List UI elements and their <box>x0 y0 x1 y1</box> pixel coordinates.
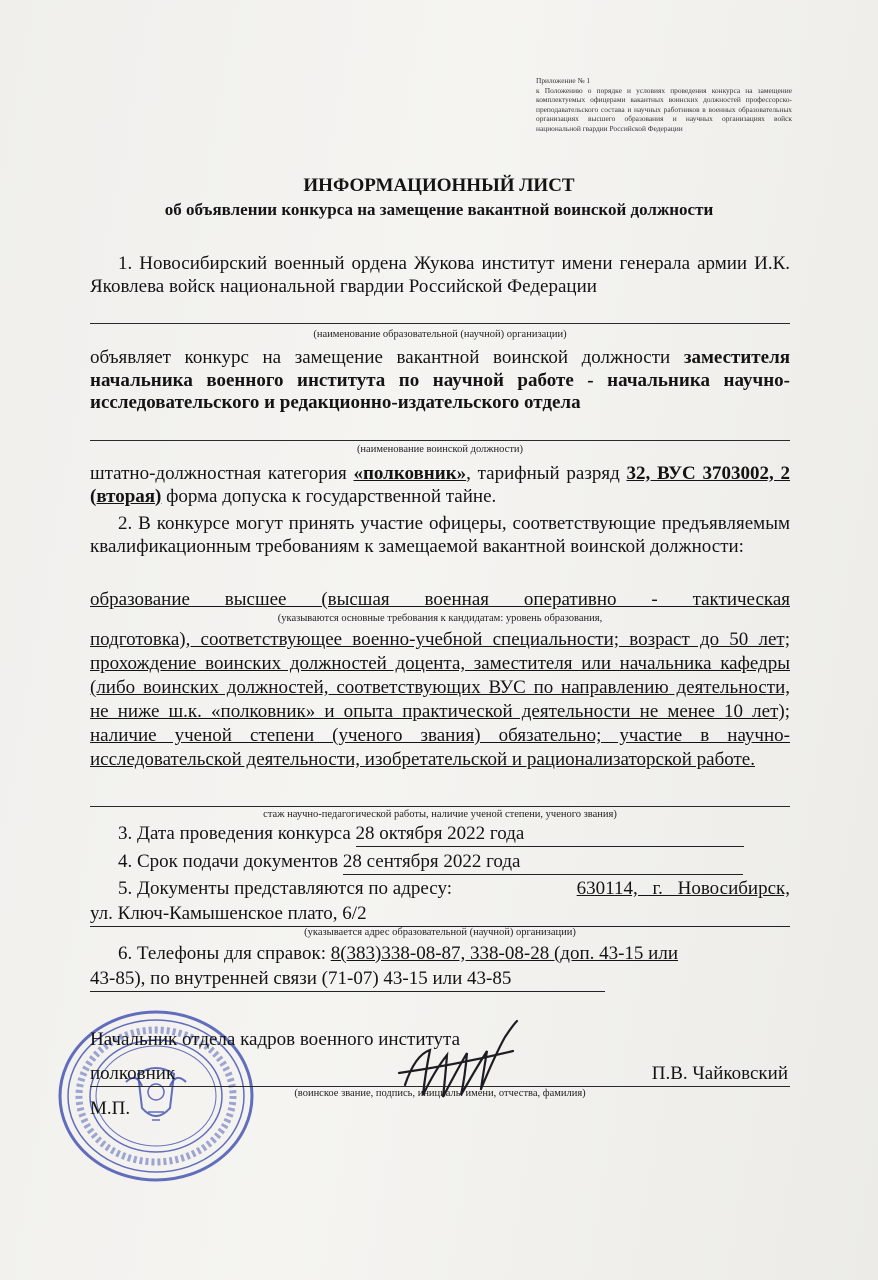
section-1-position <box>90 347 790 415</box>
appendix-note <box>536 76 792 134</box>
category-prefix: штатно-должностная категория <box>90 463 347 484</box>
phones-value-1: 8(383)338-08-87, 338-08-28 (доп. 43-15 или <box>330 943 679 964</box>
contest-date-value: 28 октября 2022 года <box>356 823 744 847</box>
address-label: 5. Документы представляются по адресу: <box>118 878 453 899</box>
section-3 <box>90 823 790 847</box>
requirements-caption-2: стаж научно-педагогической работы, наличие ученой степени, ученого звания) <box>263 809 617 820</box>
signature-title: Начальник отдела кадров военного института <box>90 1029 461 1050</box>
seal-place-mark: М.П. <box>90 1098 131 1119</box>
section-2-intro <box>90 513 790 558</box>
requirements-underline <box>90 806 790 807</box>
section-6 <box>90 943 790 966</box>
signature-rank: полковник <box>90 1063 176 1084</box>
signature-name: П.В. Чайковский <box>651 1063 788 1084</box>
contest-date-label: 3. Дата проведения конкурса <box>118 823 351 844</box>
phones-label: 6. Телефоны для справок: <box>118 943 326 964</box>
org-caption: (наименование образовательной (научной) организации) <box>313 329 567 340</box>
appendix-text: к Положению о порядке и условиях проведения конкурса на замещение комплектуемых офицерами вакантных воинских должностей профессорско-преподавательского состава и научных работников в военных образовательных организациях высшего образования и научных организациях войск национальной гвардии Российской Федерации <box>536 85 792 133</box>
requirements-intro: 2. В конкурсе могут принять участие офицеры, соответствующие предъявляемым квалификационным требованиям к замещаемой вакантной воинской должности: <box>90 513 790 557</box>
deadline-value: 28 сентября 2022 года <box>343 851 743 875</box>
org-name: 1. Новосибирский военный ордена Жукова институт имени генерала армии И.К. Яковлева войск национальной гвардии Российской Федерации <box>90 253 790 297</box>
section-4 <box>90 851 790 875</box>
section-6-line2 <box>90 968 790 992</box>
handwritten-signature <box>395 1015 525 1115</box>
address-value-1: 630114, г. Новосибирск, <box>576 878 790 899</box>
signature-caption: (воинское звание, подпись, инициалы имени, отчества, фамилия) <box>294 1088 586 1099</box>
position-name: заместителя начальника военного института по научной работе - начальника научно-исследовательского и редакционно-издательского отдела <box>90 347 791 413</box>
section-1-org <box>90 253 790 298</box>
address-value-2: ул. Ключ-Камышенское плато, 6/2 <box>90 903 790 927</box>
announce-text: объявляет конкурс на замещение вакантной воинской должности <box>90 347 671 368</box>
position-underline <box>90 440 790 441</box>
section-5-line2 <box>90 903 790 927</box>
tariff-value: 32, ВУС 3703002, 2 (вторая) <box>90 463 790 507</box>
requirements-line-1: образование высшее (высшая военная оперативно - тактическая <box>90 589 790 610</box>
phones-value-2: 43-85), по внутренней связи (71-07) 43-15 или 43-85 <box>90 968 605 992</box>
org-underline <box>90 323 790 324</box>
appendix-header: Приложение № 1 <box>536 76 591 85</box>
requirements-caption-1: (указываются основные требования к кандидатам: уровень образования, <box>277 613 603 624</box>
section-1-category <box>90 463 790 508</box>
address-caption: (указывается адрес образовательной (научной) организации) <box>304 927 576 938</box>
tariff-prefix: , тарифный разряд <box>466 463 620 484</box>
document-title: ИНФОРМАЦИОННЫЙ ЛИСТ <box>303 175 575 196</box>
position-caption: (наименование воинской должности) <box>356 444 524 455</box>
requirements-text: подготовка), соответствующее военно-учебной специальности; возраст до 50 лет; прохождение воинских должностей доцента, заместителя или начальника кафедры (либо воинских должностей, соответствующих ВУС по направлению деятельности, не ниже ш.к. «полковник» и опыта практической деятельности не менее 10 лет); наличие ученой степени (ученого звания) обязательно; участие в научно-исследовательской деятельности, изобретательской и рационализаторской работе. <box>90 629 790 770</box>
document-subtitle: об объявлении конкурса на замещение вакантной воинской должности <box>164 200 714 219</box>
category-value: «полковник» <box>353 463 467 484</box>
deadline-label: 4. Срок подачи документов <box>118 851 339 872</box>
section-5 <box>90 878 790 901</box>
clearance-text: форма допуска к государственной тайне. <box>166 485 497 507</box>
